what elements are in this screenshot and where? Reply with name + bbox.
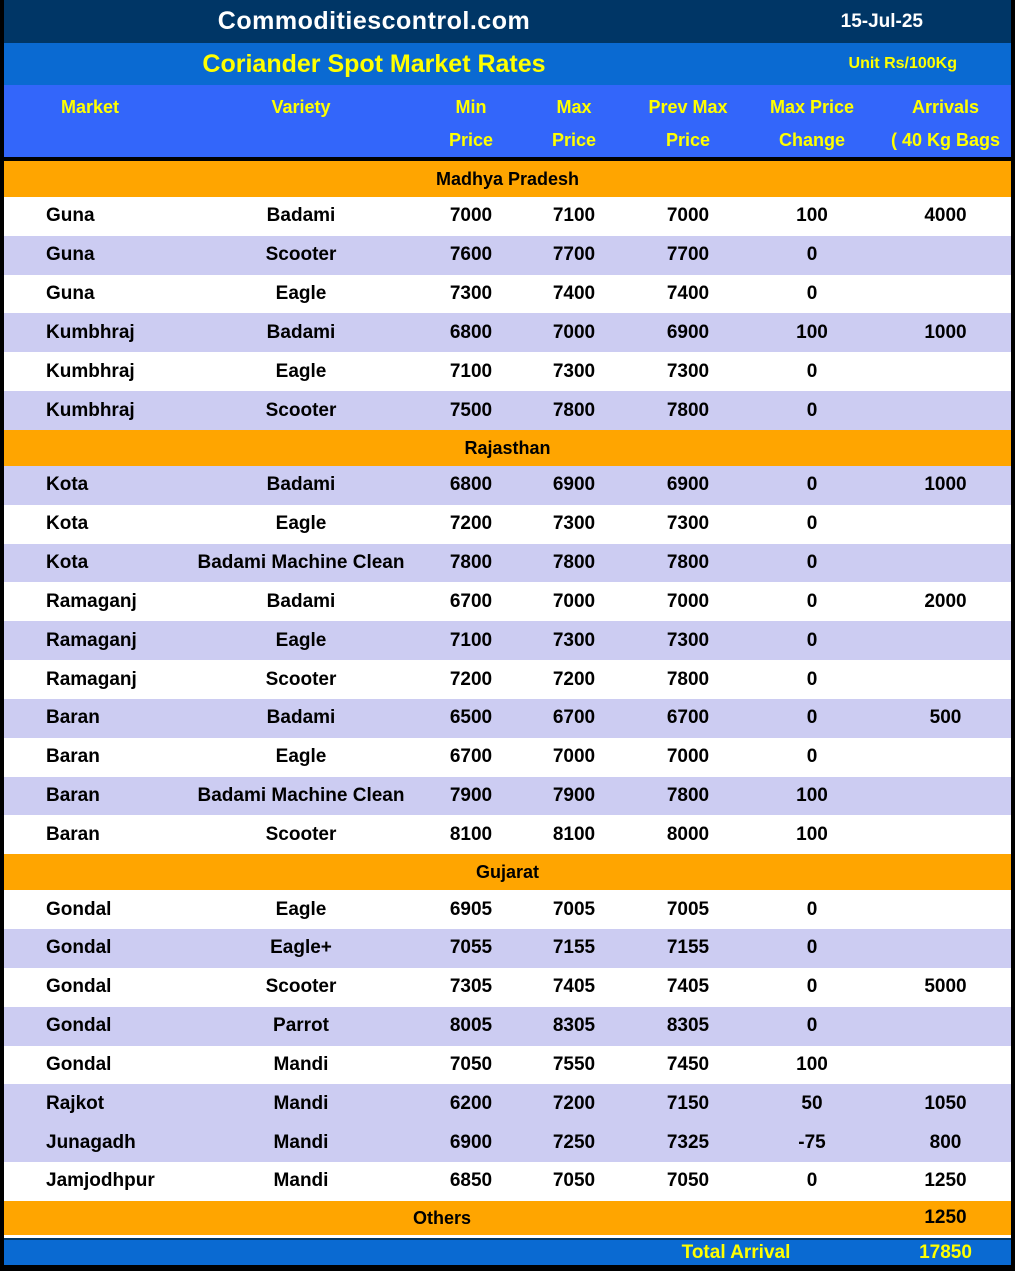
- cell-change: -75: [798, 1131, 826, 1153]
- cell-max: 7900: [552, 785, 596, 806]
- cell-change: 100: [796, 205, 828, 227]
- table-row: [4, 275, 1011, 314]
- top-bar: [4, 0, 1011, 43]
- cell-variety: Eagle: [275, 746, 327, 768]
- cell-variety: Badami Machine Clean: [197, 552, 405, 574]
- cell-arrivals: [880, 777, 1011, 816]
- cell-prev: 7800: [666, 552, 710, 574]
- cell-change: 0: [806, 1015, 818, 1037]
- column-header-line: Arrivals: [911, 97, 980, 117]
- cell-prev: 7300: [666, 629, 710, 651]
- cell-market: Guna: [46, 205, 95, 227]
- column-header-min: [426, 85, 516, 157]
- column-header-line: Change: [778, 130, 845, 150]
- others-arrivals-value: 1250: [924, 1207, 967, 1228]
- cell-arrivals: 5000: [924, 976, 967, 998]
- cell-max: 7550: [552, 1053, 596, 1075]
- cell-arrivals: [880, 505, 1011, 544]
- unit-label: Unit Rs/100Kg: [848, 55, 957, 72]
- cell-variety: Badami: [266, 474, 336, 496]
- cell-change: 0: [806, 399, 818, 421]
- cell-max: 7155: [552, 937, 596, 959]
- cell-arrivals: [880, 391, 1011, 430]
- cell-market: Kota: [46, 474, 89, 496]
- column-header-line: Price: [665, 130, 711, 150]
- report-date: 15-Jul-25: [840, 11, 923, 32]
- column-header-line: Max Price: [769, 97, 855, 117]
- cell-market: Guna: [46, 283, 95, 305]
- cell-market: Ramaganj: [46, 590, 137, 612]
- cell-min: 7100: [449, 360, 493, 382]
- cell-min: 6850: [449, 1170, 493, 1192]
- cell-change: 100: [796, 823, 828, 845]
- column-header-prev: [632, 85, 744, 157]
- cell-market: Baran: [46, 823, 100, 845]
- table-row: [4, 660, 1011, 699]
- cell-change: 0: [806, 668, 818, 690]
- cell-prev: 7405: [666, 976, 710, 998]
- cell-change: 0: [806, 513, 818, 535]
- cell-market: Kota: [46, 552, 89, 574]
- others-row: [4, 1201, 1011, 1235]
- cell-market: Kumbhraj: [46, 399, 135, 421]
- cell-arrivals: 1000: [924, 321, 967, 343]
- cell-change: 0: [806, 360, 818, 382]
- column-header-arrivals: [880, 85, 1011, 157]
- cell-variety: Badami: [266, 590, 336, 612]
- table-row: [4, 1123, 1011, 1162]
- cell-market: Ramaganj: [46, 629, 137, 651]
- cell-min: 6500: [449, 707, 493, 729]
- cell-arrivals: 2000: [924, 590, 967, 612]
- cell-variety: Scooter: [265, 823, 337, 845]
- cell-prev: 6700: [666, 707, 710, 729]
- table-row: [4, 391, 1011, 430]
- cell-max: 7000: [552, 746, 596, 768]
- table-row: [4, 699, 1011, 738]
- cell-arrivals: [880, 544, 1011, 583]
- cell-max: 7300: [552, 513, 596, 535]
- cell-change: 0: [806, 244, 818, 266]
- cell-min: 6905: [449, 898, 493, 920]
- table-row: [4, 968, 1011, 1007]
- column-header-max: [516, 85, 632, 157]
- cell-change: 50: [801, 1092, 823, 1114]
- cell-prev: 7800: [666, 399, 710, 421]
- column-header-line: Variety: [271, 97, 331, 117]
- cell-max: 7700: [552, 244, 596, 266]
- cell-variety: Mandi: [273, 1092, 329, 1114]
- cell-max: 7300: [552, 360, 596, 382]
- table-row: [4, 236, 1011, 275]
- cell-change: 0: [806, 707, 818, 729]
- cell-prev: 8000: [666, 823, 710, 845]
- table-row: [4, 544, 1011, 583]
- cell-change: 0: [806, 937, 818, 959]
- cell-prev: 7150: [666, 1092, 710, 1114]
- cell-min: 6800: [449, 321, 493, 343]
- cell-arrivals: [880, 621, 1011, 660]
- report-title: Coriander Spot Market Rates: [202, 50, 546, 78]
- table-row: [4, 1162, 1011, 1201]
- cell-variety: Scooter: [265, 668, 337, 690]
- cell-prev: 6900: [666, 474, 710, 496]
- cell-arrivals: [880, 236, 1011, 275]
- table-row: [4, 738, 1011, 777]
- cell-prev: 8305: [666, 1015, 710, 1037]
- cell-change: 100: [796, 321, 828, 343]
- column-header-line: Price: [448, 130, 494, 150]
- cell-variety: Mandi: [273, 1131, 329, 1153]
- cell-market: Rajkot: [46, 1092, 105, 1114]
- cell-min: 6700: [449, 746, 493, 768]
- cell-prev: 7000: [666, 590, 710, 612]
- cell-change: 100: [796, 1053, 828, 1075]
- cell-prev: 6900: [666, 321, 710, 343]
- section-header-rajasthan: Rajasthan: [4, 430, 1011, 466]
- cell-min: 6800: [449, 474, 493, 496]
- cell-market: Kumbhraj: [46, 360, 135, 382]
- cell-min: 6900: [449, 1131, 493, 1153]
- cell-min: 7900: [449, 785, 493, 806]
- cell-prev: 7450: [666, 1053, 710, 1075]
- cell-prev: 7400: [666, 283, 710, 305]
- column-header-line: ( 40 Kg Bags: [890, 130, 1001, 150]
- table-row: [4, 505, 1011, 544]
- cell-arrivals: 1000: [924, 474, 967, 496]
- site-title: Commoditiescontrol.com: [217, 7, 531, 35]
- cell-max: 7000: [552, 590, 596, 612]
- cell-variety: Eagle: [275, 898, 327, 920]
- cell-min: 8100: [449, 823, 493, 845]
- cell-arrivals: 1050: [924, 1092, 967, 1114]
- cell-variety: Badami Machine Clean: [197, 785, 405, 806]
- cell-arrivals: [880, 815, 1011, 854]
- column-header-line: Max: [556, 97, 592, 117]
- cell-min: 7600: [449, 244, 493, 266]
- cell-arrivals: 800: [929, 1131, 962, 1153]
- cell-arrivals: [880, 890, 1011, 929]
- cell-variety: Scooter: [265, 976, 337, 998]
- cell-arrivals: 4000: [924, 205, 967, 227]
- cell-variety: Mandi: [273, 1053, 329, 1075]
- table-row: [4, 1007, 1011, 1046]
- cell-change: 0: [806, 552, 818, 574]
- cell-min: 7055: [449, 937, 493, 959]
- cell-min: 6700: [449, 590, 493, 612]
- cell-variety: Eagle+: [270, 937, 332, 959]
- cell-variety: Mandi: [273, 1170, 329, 1192]
- cell-change: 0: [806, 1170, 818, 1192]
- table-row: [4, 313, 1011, 352]
- column-header-change: [744, 85, 880, 157]
- cell-min: 7500: [449, 399, 493, 421]
- table-row: [4, 466, 1011, 505]
- cell-arrivals: [880, 660, 1011, 699]
- table-row: [4, 777, 1011, 816]
- cell-arrivals: [880, 929, 1011, 968]
- cell-market: Gondal: [46, 898, 112, 920]
- table-row: [4, 929, 1011, 968]
- cell-arrivals: [880, 1046, 1011, 1085]
- cell-variety: Eagle: [275, 513, 327, 535]
- cell-arrivals: [880, 275, 1011, 314]
- cell-change: 0: [806, 283, 818, 305]
- table-row: [4, 352, 1011, 391]
- cell-min: 7300: [449, 283, 493, 305]
- cell-arrivals: [880, 738, 1011, 777]
- cell-min: 7305: [449, 976, 493, 998]
- cell-prev: 7800: [666, 785, 710, 806]
- cell-min: 7050: [449, 1053, 493, 1075]
- table-row: [4, 890, 1011, 929]
- cell-market: Gondal: [46, 1053, 112, 1075]
- cell-market: Guna: [46, 244, 95, 266]
- cell-max: 7005: [552, 898, 596, 920]
- cell-market: Gondal: [46, 1015, 112, 1037]
- column-header-market: [4, 85, 176, 157]
- cell-variety: Eagle: [275, 629, 327, 651]
- cell-market: Baran: [46, 707, 100, 729]
- section-header-gujarat: Gujarat: [4, 854, 1011, 890]
- cell-variety: Badami: [266, 707, 336, 729]
- cell-variety: Eagle: [275, 283, 327, 305]
- table-row: [4, 621, 1011, 660]
- cell-change: 0: [806, 976, 818, 998]
- cell-min: 7200: [449, 513, 493, 535]
- cell-prev: 7155: [666, 937, 710, 959]
- cell-max: 7050: [552, 1170, 596, 1192]
- cell-min: 7800: [449, 552, 493, 574]
- cell-prev: 7005: [666, 898, 710, 920]
- column-header-row: [4, 85, 1011, 157]
- cell-variety: Parrot: [273, 1015, 329, 1037]
- table-row: [4, 197, 1011, 236]
- cell-arrivals: 1250: [924, 1170, 967, 1192]
- cell-min: 7000: [449, 205, 493, 227]
- cell-prev: 7700: [666, 244, 710, 266]
- cell-arrivals: 500: [929, 707, 962, 729]
- cell-change: 0: [806, 590, 818, 612]
- cell-max: 7405: [552, 976, 596, 998]
- cell-market: Kota: [46, 513, 89, 535]
- cell-variety: Badami: [266, 205, 336, 227]
- cell-market: Ramaganj: [46, 668, 137, 690]
- cell-change: 0: [806, 898, 818, 920]
- cell-max: 8305: [552, 1015, 596, 1037]
- table-body: [4, 161, 1011, 1201]
- cell-change: 0: [806, 746, 818, 768]
- table-row: [4, 815, 1011, 854]
- cell-prev: 7050: [666, 1170, 710, 1192]
- cell-min: 7100: [449, 629, 493, 651]
- cell-market: Jamjodhpur: [46, 1170, 155, 1192]
- section-header-madhya-pradesh: Madhya Pradesh: [4, 161, 1011, 197]
- cell-prev: 7325: [666, 1131, 710, 1153]
- cell-max: 7000: [552, 321, 596, 343]
- cell-variety: Scooter: [265, 399, 337, 421]
- cell-market: Kumbhraj: [46, 321, 135, 343]
- cell-variety: Scooter: [265, 244, 337, 266]
- cell-prev: 7000: [666, 746, 710, 768]
- cell-arrivals: [880, 1007, 1011, 1046]
- cell-market: Baran: [46, 746, 100, 768]
- column-header-line: Prev Max: [648, 97, 728, 117]
- cell-variety: Eagle: [275, 360, 327, 382]
- cell-prev: 7300: [666, 513, 710, 535]
- title-bar: [4, 43, 1011, 85]
- cell-max: 7100: [552, 205, 596, 227]
- cell-market: Gondal: [46, 937, 112, 959]
- cell-max: 6900: [552, 474, 596, 496]
- cell-market: Gondal: [46, 976, 112, 998]
- cell-change: 100: [796, 785, 828, 806]
- cell-max: 7200: [552, 1092, 596, 1114]
- column-header-variety: [176, 85, 426, 157]
- cell-max: 7300: [552, 629, 596, 651]
- cell-change: 0: [806, 629, 818, 651]
- cell-max: 7800: [552, 399, 596, 421]
- table-row: [4, 1084, 1011, 1123]
- table-row: [4, 1046, 1011, 1085]
- others-label: Others: [412, 1207, 472, 1228]
- cell-arrivals: [880, 352, 1011, 391]
- cell-min: 6200: [449, 1092, 493, 1114]
- cell-max: 7200: [552, 668, 596, 690]
- column-header-line: Market: [60, 97, 120, 117]
- column-header-line: Price: [551, 130, 597, 150]
- cell-change: 0: [806, 474, 818, 496]
- cell-prev: 7300: [666, 360, 710, 382]
- cell-max: 8100: [552, 823, 596, 845]
- total-arrival-label: Total Arrival: [681, 1241, 791, 1263]
- cell-market: Junagadh: [46, 1131, 136, 1153]
- cell-max: 7800: [552, 552, 596, 574]
- cell-prev: 7000: [666, 205, 710, 227]
- cell-max: 7250: [552, 1131, 596, 1153]
- cell-max: 6700: [552, 707, 596, 729]
- cell-prev: 7800: [666, 668, 710, 690]
- table-row: [4, 582, 1011, 621]
- cell-variety: Badami: [266, 321, 336, 343]
- cell-market: Baran: [46, 785, 100, 806]
- cell-max: 7400: [552, 283, 596, 305]
- cell-min: 7200: [449, 668, 493, 690]
- total-arrival-value: 17850: [919, 1241, 972, 1263]
- total-arrival-row: [4, 1240, 1011, 1265]
- column-header-line: Min: [455, 97, 487, 117]
- cell-min: 8005: [449, 1015, 493, 1037]
